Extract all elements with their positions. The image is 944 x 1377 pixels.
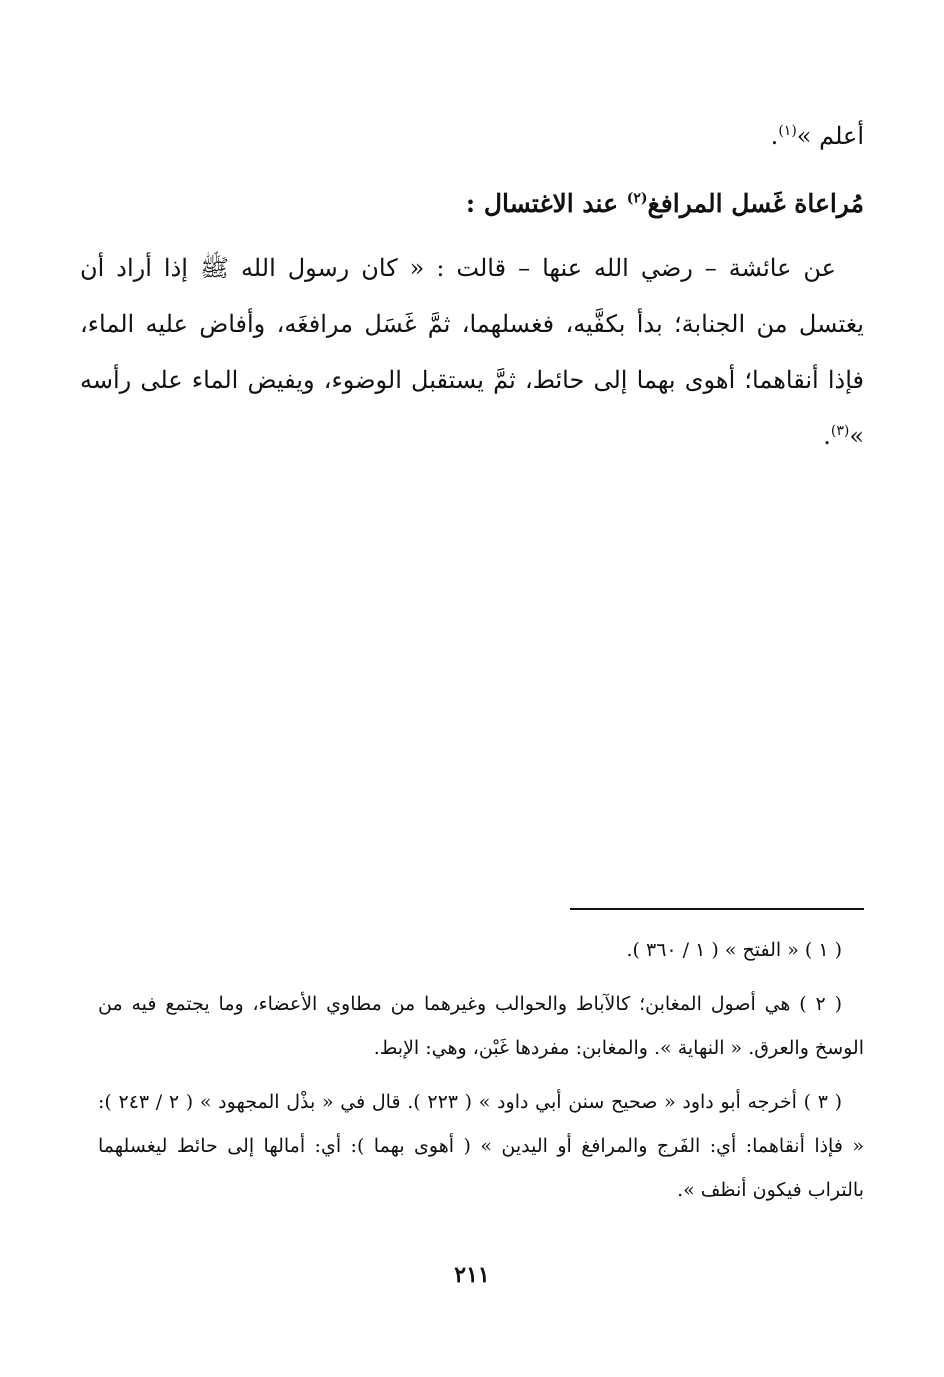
footnote-ref-1[interactable]: (١) bbox=[778, 123, 797, 139]
footnote-1: ( ١ ) « الفتح » ( ١ / ٣٦٠ ). bbox=[626, 939, 842, 961]
intro-end: . bbox=[770, 122, 779, 150]
page-number: ٢١١ bbox=[454, 1262, 490, 1288]
heading-part-1: مُراعاة غَسل المرافغ bbox=[647, 189, 864, 218]
footnote-ref-2[interactable]: (٢) bbox=[626, 190, 648, 207]
heading-part-2: عند الاغتسال : bbox=[465, 189, 627, 218]
paragraph-text: عن عائشة – رضي الله عنها – قالت : « كان رسول الله ﷺ إذا أراد أن يغتسل من الجنابة؛ بدأ بكفَّيه، فغسلهما، ثمَّ غَسَل مرافغَه، وأفاض عليه الماء، فإذا أنقاهما؛ أهوى بهما إلى حائط، ثمَّ يستقبل الوضوء، ويفيض الماء على رأسه » bbox=[80, 254, 864, 450]
footnote-2: ( ٢ ) هي أصول المغابن؛ كالآباط والحوالب وغيرهما من مطاوي الأعضاء، وما يجتمع فيه من الوسخ والعرق. « النهاية ». والمغابن: مفردها غَبْن، وهي: الإبط. bbox=[98, 993, 864, 1059]
intro-text: أعلم » bbox=[796, 122, 864, 150]
footnote-ref-3[interactable]: (٣) bbox=[830, 423, 850, 439]
paragraph-end: . bbox=[823, 422, 831, 450]
section-heading bbox=[80, 182, 864, 226]
footnote-3: ( ٣ ) أخرجه أبو داود « صحيح سنن أبي داود » ( ٢٢٣ ). قال في « بذْل المجهود » ( ٢ / ٢٤٣ ): « فإذا أنقاهما: أي: الفَرج والمرافغ أو اليدين » ( أهوى بهما ): أي: أمالها إلى حائط ليغسلهما بالتراب فيكون أنظف ». bbox=[98, 1091, 864, 1201]
footnote-separator bbox=[570, 908, 864, 910]
hadith-paragraph bbox=[80, 240, 864, 464]
intro-line bbox=[80, 112, 864, 160]
